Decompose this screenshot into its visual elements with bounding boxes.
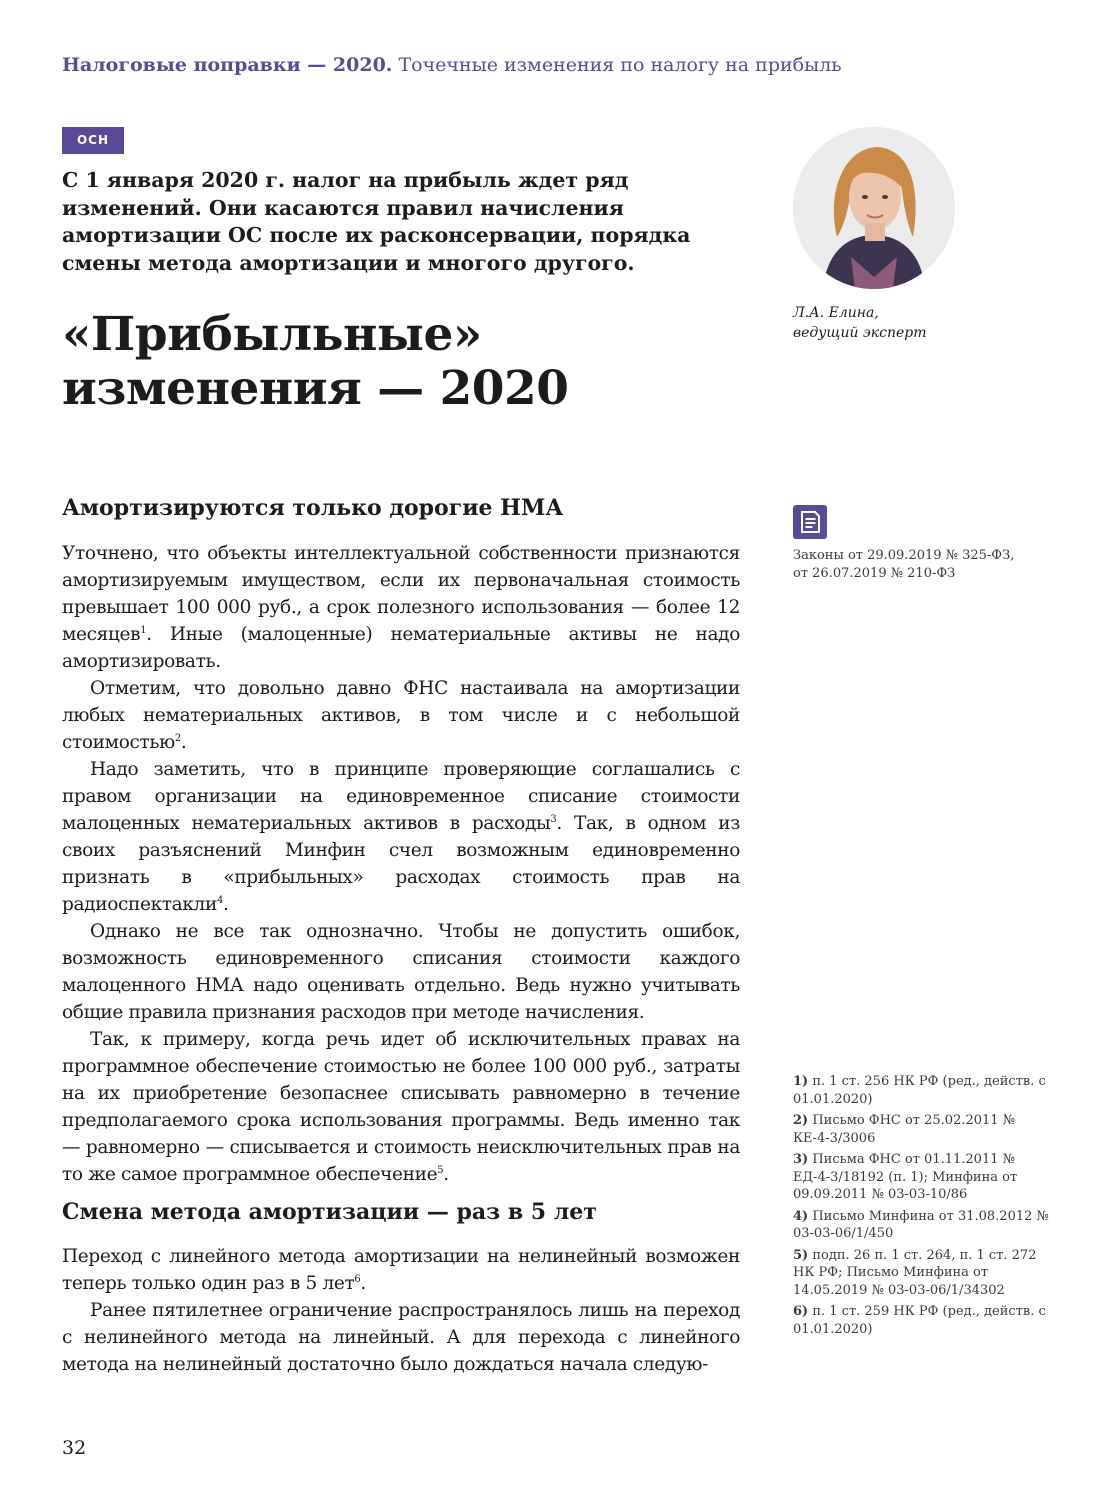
section-1-heading: Амортизируются только дорогие НМА <box>62 495 564 521</box>
tax-regime-tag: ОСН <box>62 127 124 154</box>
footnote-number: 3) <box>793 1152 809 1167</box>
section-2-heading: Смена метода амортизации — раз в 5 лет <box>62 1199 597 1225</box>
footnote-number: 4) <box>793 1208 809 1224</box>
footnote-number: 1) <box>793 1074 809 1089</box>
footnote-ref: 3 <box>550 813 557 825</box>
paragraph <box>62 756 740 918</box>
footnotes <box>793 1073 1053 1342</box>
footnote <box>793 1303 1053 1338</box>
footnote-text: п. 1 ст. 259 НК РФ (ред., действ. с 01.01.2020) <box>793 1304 1046 1337</box>
footnote-number: 5) <box>793 1247 809 1263</box>
paragraph-text: Надо заметить, что в принципе проверяющие соглашались с правом организации на единовременное списание стоимости малоценных нематериальных активов в расходы <box>62 759 740 834</box>
author-role: ведущий эксперт <box>793 325 927 341</box>
author-caption <box>793 303 1043 343</box>
footnote <box>793 1073 1053 1108</box>
paragraph-text: . <box>222 894 229 915</box>
footnote-text: Письма ФНС от 01.11.2011 № ЕД-4-3/18192 (п. 1); Минфина от 09.09.2011 № 03-03-10/86 <box>793 1152 1018 1202</box>
running-head-section: Налоговые поправки — 2020. <box>62 54 393 76</box>
paragraph-text: . <box>443 1164 449 1185</box>
document-icon <box>793 505 827 539</box>
footnote-text: п. 1 ст. 256 НК РФ (ред., действ. с 01.01.2020) <box>793 1074 1046 1107</box>
footnote-ref: 2 <box>174 732 181 744</box>
footnote <box>793 1208 1053 1243</box>
footnote <box>793 1151 1053 1204</box>
section-2-body <box>62 1243 740 1378</box>
paragraph-text: Уточнено, что объекты интеллектуальной собственности признаются амортизируемым имуществом, если их первоначальная стоимость превышает 100 000 руб., а срок полезного использования — более 12 месяцев <box>62 543 740 645</box>
footnote-ref: 1 <box>140 624 147 636</box>
paragraph-text: . Иные (малоценные) нематериальные активы не надо амортизировать. <box>62 624 740 672</box>
paragraph-text: . <box>180 732 187 753</box>
running-head-subtitle: Точечные изменения по налогу на прибыль <box>398 54 842 76</box>
article-title-line-2: изменения — 2020 <box>62 361 569 416</box>
footnote-number: 2) <box>793 1113 809 1128</box>
document-icon-glyph <box>793 505 827 539</box>
footnote-ref: 5 <box>437 1164 444 1176</box>
running-head <box>62 54 1062 76</box>
article-title-line-1: «Прибыльные» <box>62 307 482 362</box>
paragraph-text: Отметим, что довольно давно ФНС настаивала на амортизации любых нематериальных активов, в том числе и с небольшой стоимостью <box>62 678 740 753</box>
author-photo <box>793 127 955 289</box>
paragraph <box>62 1026 740 1188</box>
author-portrait-illustration <box>793 127 955 289</box>
paragraph-text: Переход с линейного метода амортизации на нелинейный возможен теперь только один раз в 5 лет <box>62 1246 740 1294</box>
section-1-body <box>62 540 740 1188</box>
page-number: 32 <box>62 1437 87 1459</box>
paragraph <box>62 540 740 675</box>
footnote-text: подп. 26 п. 1 ст. 264, п. 1 ст. 272 НК РФ; Письмо Минфина от 14.05.2019 № 03-03-06/1/34302 <box>793 1247 1037 1298</box>
footnote-ref: 4 <box>216 894 223 906</box>
paragraph: Ранее пятилетнее ограничение распространялось лишь на переход с нелинейного метода на линейный. А для перехода с линейного метода на нелинейный достаточно было дождаться начала следую- <box>62 1300 740 1375</box>
footnote-text: Письмо ФНС от 25.02.2011 № КЕ-4-3/3006 <box>793 1113 1015 1146</box>
footnote <box>793 1112 1053 1147</box>
footnote-text: Письмо Минфина от 31.08.2012 № 03-03-06/1/450 <box>793 1208 1049 1241</box>
author-name: Л.А. Елина, <box>793 305 879 321</box>
paragraph: Однако не все так однозначно. Чтобы не допустить ошибок, возможность единовременного списания стоимости каждого малоценного НМА надо оценивать отдельно. Ведь нужно учитывать общие правила признания расходов при методе начисления. <box>62 921 740 1023</box>
footnote-number: 6) <box>793 1304 809 1319</box>
paragraph-text: . <box>360 1273 366 1294</box>
paragraph-text: . Так, в одном из своих разъяснений Минфин счел возможным единовременно признать в «прибыльных» расходах стоимость прав на радиоспектакли <box>62 813 740 915</box>
article-title <box>62 308 762 416</box>
footnote-ref: 6 <box>354 1273 361 1285</box>
paragraph <box>62 675 740 756</box>
lead-paragraph: С 1 января 2020 г. налог на прибыль ждет ряд изменений. Они касаются правил начисления амортизации ОС после их расконсервации, порядка смены метода амортизации и многого другого. <box>62 168 691 275</box>
paragraph-text: Так, к примеру, когда речь идет об исключительных правах на программное обеспечение стоимостью не более 100 000 руб., затраты на их приобретение безопаснее списывать равномерно в течение предполагаемого срока использования программы. Ведь именно так — равномерно — списывается и стоимость неисключительных прав на то же самое программное обеспечение <box>62 1029 740 1185</box>
paragraph <box>62 1243 740 1297</box>
footnote <box>793 1247 1053 1300</box>
laws-reference: Законы от 29.09.2019 № 325-ФЗ, от 26.07.2019 № 210-ФЗ <box>793 548 1015 581</box>
